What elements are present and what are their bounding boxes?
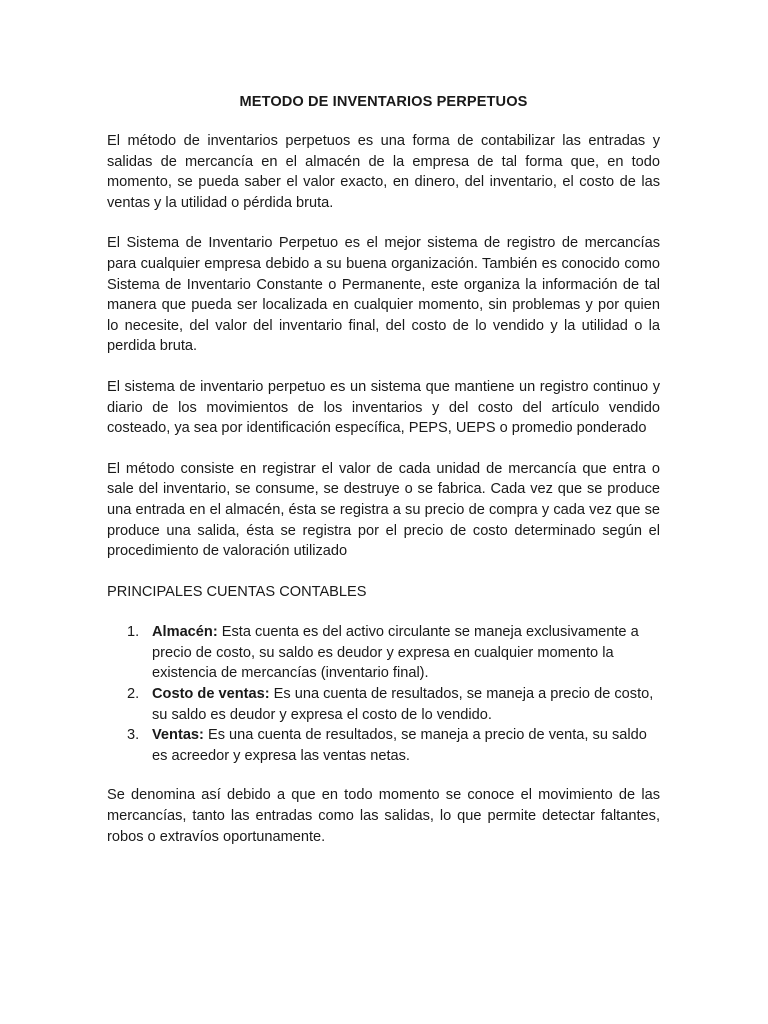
list-item-text: Esta cuenta es del activo circulante se maneja exclusivamente a precio de costo, su saldo es deudor y expresa en cualquier momento la existencia de mercancías (inventario final). [152, 624, 639, 682]
list-item [107, 622, 660, 684]
list-item-number: 3. [127, 727, 140, 744]
list-item [107, 684, 660, 725]
paragraph-system-description: El Sistema de Inventario Perpetuo es el mejor sistema de registro de mercancías para cualquier empresa debido a su buena organización. También es conocido como Sistema de Inventario Constante o Permanente, este organiza la información de tal manera que pueda ser localizada en cualquier momento, sin problemas y por quien lo necesite, del valor del inventario final, del costo de lo vendido y la utilidad o la perdida bruta. [107, 235, 660, 355]
list-item-number: 2. [127, 686, 140, 703]
accounts-list [107, 622, 660, 766]
paragraph-continuous-record: El sistema de inventario perpetuo es un sistema que mantiene un registro continuo y diario de los movimientos de los inventarios y del costo del artículo vendido costeado, ya sea por identificación específica, PEPS, UEPS o promedio ponderado [107, 378, 660, 437]
list-item-term: Almacén: [152, 624, 218, 641]
document-title: METODO DE INVENTARIOS PERPETUOS [239, 94, 528, 110]
list-item [107, 725, 660, 766]
paragraph-closing: Se denomina así debido a que en todo momento se conoce el movimiento de las mercancías, tanto las entradas como las salidas, lo que permite detectar faltantes, robos o extravíos oportunamente. [107, 787, 660, 845]
list-item-text: Es una cuenta de resultados, se maneja a precio de venta, su saldo es acreedor y expresa las ventas netas. [152, 727, 647, 764]
list-item-term: Costo de ventas: [152, 686, 270, 703]
document-page [107, 92, 660, 867]
paragraph-method: El método consiste en registrar el valor de cada unidad de mercancía que entra o sale del inventario, se consume, se destruye o se fabrica. Cada vez que se produce una entrada en el almacén, ésta se registra a su precio de compra y cada vez que se produce una salida, ésta se registra por el precio de costo determinado según el procedimiento de valoración utilizado [107, 460, 660, 560]
list-item-text: Es una cuenta de resultados, se maneja a precio de costo, su saldo es deudor y expresa el costo de lo vendido. [152, 686, 654, 723]
list-item-number: 1. [127, 624, 140, 641]
list-item-term: Ventas: [152, 727, 204, 744]
section-heading: PRINCIPALES CUENTAS CONTABLES [107, 583, 367, 600]
paragraph-definition: El método de inventarios perpetuos es una forma de contabilizar las entradas y salidas de mercancía en el almacén de la empresa de tal forma que, en todo momento, se pueda saber el valor exacto, en dinero, del inventario, el costo de las ventas y la utilidad o pérdida bruta. [107, 133, 660, 211]
